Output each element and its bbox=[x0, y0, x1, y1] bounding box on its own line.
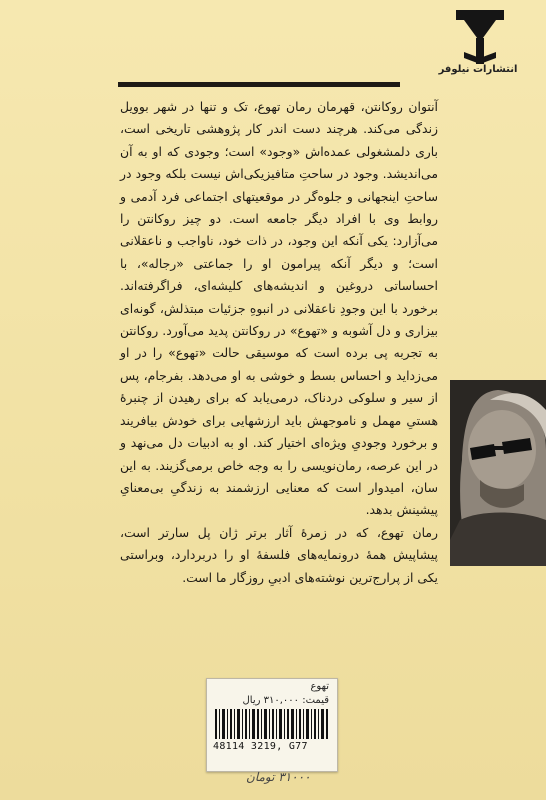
publisher-name: انتشارات نیلوفر bbox=[438, 64, 518, 75]
sticker-price: قیمت: ۳۱۰,۰۰۰ ریال bbox=[242, 695, 329, 706]
price-sticker bbox=[206, 678, 338, 772]
barcode-icon bbox=[215, 709, 329, 739]
barcode-number: 48114 3219, G77 bbox=[213, 741, 308, 752]
handwritten-price: ۳۱۰۰۰ تومان bbox=[246, 770, 311, 784]
blurb-text bbox=[120, 96, 438, 589]
sticker-title: تهوع bbox=[310, 681, 329, 692]
blurb-paragraph-2: رمان تهوع، که در زمرهٔ آثار برتر ژان پل سارتر است، پیشاپیش همهٔ درونمایه‌های فلسفهٔ او را دربردارد، وبراستی یکی از پرارج‌ترین نوشته‌های ادبیِ روزگار ما است. bbox=[120, 524, 438, 585]
blurb-paragraph-1: آنتوان روکانتن، قهرمان رمان تهوع، تک و تنها در شهر بوویل زندگی می‌کند. هرچند دست اندر کار پژوهشی تاریخی است، باری دلمشغولی عمده‌اش «وجود» است؛ وجودی که او به آن می‌اندیشد. وجود در ساحتِ متافیزیکی‌اش نیست بلکه وجود در ساحتِ اینجهانی و جلوه‌گر در موقعیتهای اجتماعی فرد آدمی و روابط وی با افراد دیگر جامعه است. دو چیز روکانتن را می‌آزارد: یکی آنکه این وجود، در ذات خود، ناواجب و ناعقلانی است؛ و دیگر آنکه پیرامون او را جماعتی «رجاله»، با احساساتی دروغین و اندیشه‌های کلیشه‌ای، فراگرفته‌اند. برخورد با این وجودِ ناعقلانی در انبوهِ جزئیات مبتذلش، گونه‌ای بیزاری و دل آشوبه و «تهوع» در روکانتن پدید می‌آورد. روکانتن به تجربه پی برده است که موسیقی حالت «تهوع» را در او می‌زداید و احساس بسط و خوشی به او می‌دهد. بفرجام، پس از سیر و سلوکی دردناک، درمی‌یابد که برای رهیدن از چنبرهٔ هستیِ مهمل و ناموجهش باید ارزشهایی برای خودش بیافریند و برخورد وجودیِ ویژه‌ای اختیار کند. او به ادبیات دل می‌نهد و در این عرصه، رمان‌نویسی را به وجه خاص برمی‌گزیند. به این سان، امیدوار است که معنایی ارزشمند به زندگیِ بی‌معنایِ پیشینش بدهد. bbox=[120, 99, 438, 518]
header-rule bbox=[118, 82, 400, 87]
author-portrait bbox=[450, 380, 546, 566]
